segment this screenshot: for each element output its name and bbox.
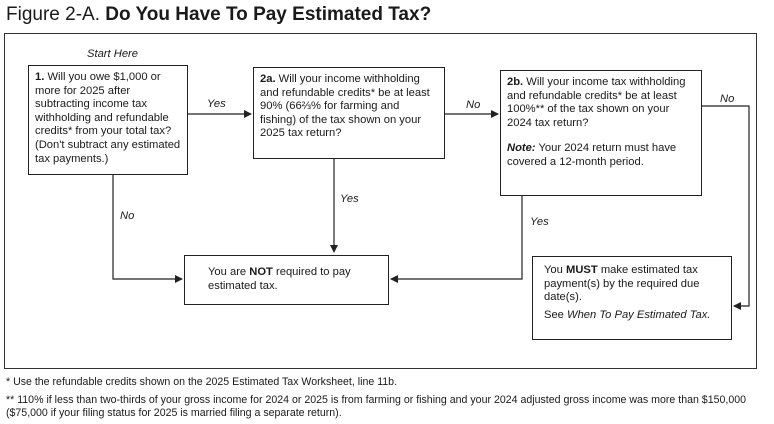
- must-pay-pre: You: [544, 264, 563, 276]
- footnote-2: ** 110% if less than two-thirds of your gross income for 2024 or 2025 is from farming or fishing and your 2024 adjusted gross income was more than $150,000 ($75,000 if your filing status for 2025 is married filing a separate return).: [6, 394, 746, 419]
- question-2b-number: 2b.: [507, 76, 524, 88]
- not-required-emph: NOT: [249, 266, 273, 278]
- not-required-box: [184, 255, 389, 305]
- question-2b-note-text: Your 2024 return must have covered a 12-month period.: [507, 142, 677, 168]
- footnote-1: * Use the refundable credits shown on the 2025 Estimated Tax Worksheet, line 11b.: [6, 376, 398, 388]
- must-pay-box: [532, 256, 732, 340]
- question-2a-box: [253, 67, 445, 159]
- figure-heading: Do You Have To Pay Estimated Tax?: [105, 4, 432, 25]
- question-1-text: Will you owe $1,000 or more for 2025 after subtracting income tax withholding and refundable credits* from your total tax? (Don't subtract any estimated tax payments.): [35, 71, 181, 165]
- question-2b-text: Will your income tax withholding and refundable credits* be at least 100%** of the tax shown on your 2024 tax return?: [507, 76, 686, 129]
- question-2a-text: Will your income withholding and refundable credits* be at least 90% (66⅔% for farming and fishing) of the tax shown on your 2025 tax return?: [260, 73, 430, 140]
- label-q2b-no: No: [720, 93, 735, 105]
- arrow-q2b-yes: [391, 196, 522, 279]
- question-1-box: [28, 65, 188, 175]
- label-q2a-no: No: [466, 99, 481, 111]
- question-2a-number: 2a.: [260, 73, 276, 85]
- question-1-number: 1.: [35, 71, 45, 83]
- must-pay-see: See: [544, 308, 564, 321]
- question-2b-note-label: Note:: [507, 142, 536, 155]
- arrow-q1-no: [113, 175, 182, 279]
- label-q2a-yes: Yes: [340, 193, 359, 205]
- label-q2b-yes: Yes: [530, 216, 549, 228]
- label-q1-yes: Yes: [207, 98, 226, 110]
- must-pay-post: make estimated tax payment(s) by the required due date(s).: [544, 264, 700, 304]
- label-q1-no: No: [120, 210, 135, 222]
- question-2b-box: [500, 70, 702, 196]
- figure-label: Figure 2-A.: [6, 4, 100, 25]
- must-pay-emph: MUST: [566, 264, 598, 276]
- start-label: Start Here: [87, 48, 138, 60]
- not-required-post: required to pay estimated tax.: [208, 266, 351, 292]
- not-required-pre: You are: [208, 266, 247, 278]
- must-pay-see-ref: When To Pay Estimated Tax.: [567, 308, 711, 321]
